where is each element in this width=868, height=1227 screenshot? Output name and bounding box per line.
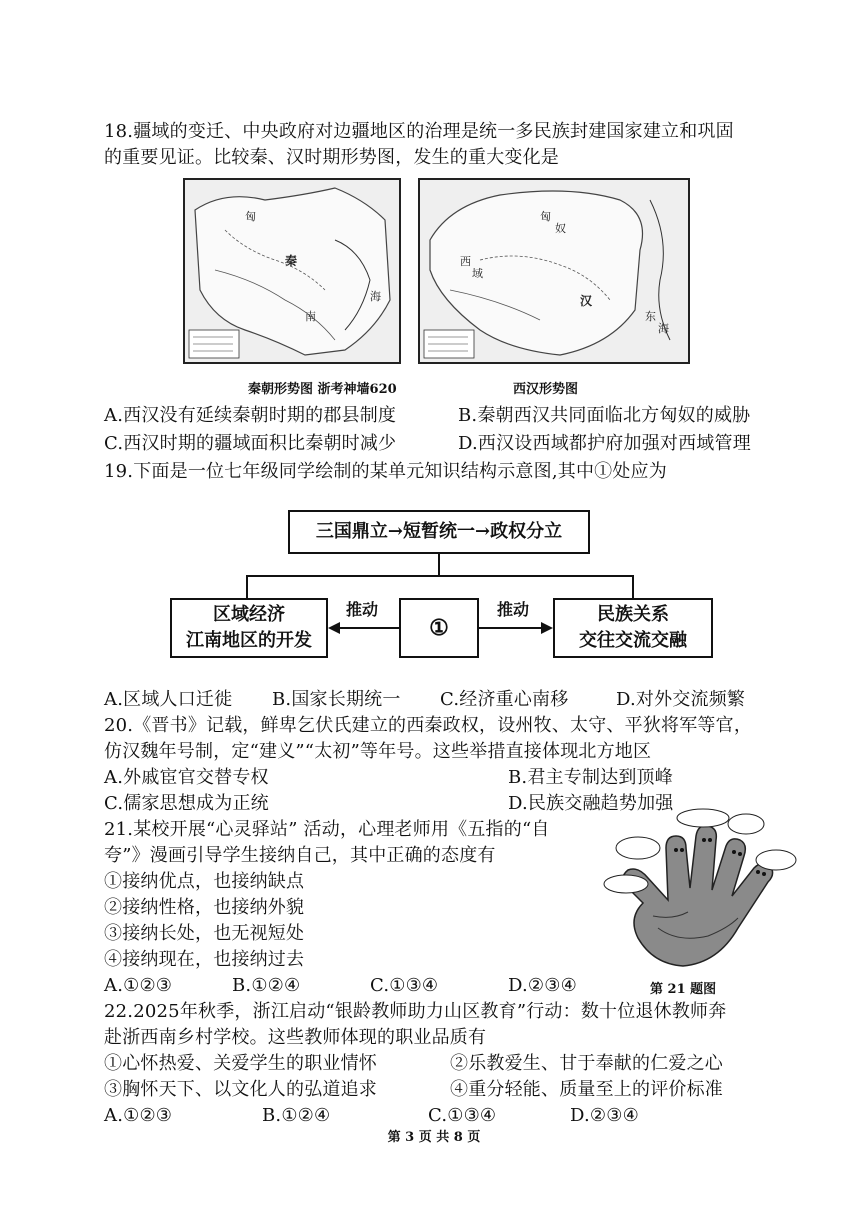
q19-option-d: D.对外交流频繁 (616, 689, 746, 710)
q21-item-1: ①接纳优点，也接纳缺点 (104, 871, 305, 892)
q21-figure-caption: 第 21 题图 (650, 982, 717, 997)
q21-item-3: ③接纳长处，也无视短处 (104, 923, 305, 944)
q20-option-c: C.儒家思想成为正统 (104, 793, 269, 814)
qin-label-xiong: 匈 (245, 210, 256, 223)
q18-stem-line1: 18.疆域的变迁、中央政府对边疆地区的治理是统一多民族封建国家建立和巩固 (104, 121, 734, 142)
q18-stem-line2: 的重要见证。比较秦、汉时期形势图，发生的重大变化是 (104, 147, 559, 168)
q20-option-b: B.君主专制达到顶峰 (508, 767, 673, 788)
q21-option-b: B.①②④ (232, 975, 301, 996)
q18-option-a: A.西汉没有延续秦朝时期的郡县制度 (104, 405, 397, 426)
page-footer: 第 3 页 共 8 页 (387, 1130, 481, 1145)
q19-left-box-line2: 江南地区的开发 (186, 630, 312, 651)
q22-option-b: B.①②④ (262, 1105, 331, 1126)
q21-stem-line1: 21.某校开展“心灵驿站” 活动，心理老师用《五指的“自 (104, 819, 550, 840)
q18-option-b: B.秦朝西汉共同面临北方匈奴的威胁 (458, 405, 751, 426)
q21-option-c: C.①③④ (370, 975, 439, 996)
q22-option-a: A.①②③ (104, 1105, 173, 1126)
q21-item-2: ②接纳性格，也接纳外貌 (104, 897, 305, 918)
q19-arrow-left (328, 620, 400, 636)
han-label-nu: 奴 (555, 222, 566, 235)
q18-option-d: D.西汉设西域都护府加强对西域管理 (458, 433, 751, 454)
q19-right-box-line2: 交往交流交融 (579, 630, 687, 651)
q19-option-a: A.区域人口迁徙 (104, 689, 233, 710)
han-label-xiong: 匈 (540, 210, 551, 223)
q19-right-box (553, 598, 713, 658)
han-label-han: 汉 (580, 294, 593, 308)
q18-option-c: C.西汉时期的疆域面积比秦朝时减少 (104, 433, 397, 454)
qin-map-image (183, 178, 401, 364)
q21-stem-line2: 夸”》漫画引导学生接纳自己，其中正确的态度有 (104, 845, 496, 866)
q19-connector-horizontal (246, 575, 634, 577)
q22-option-c: C.①③④ (428, 1105, 497, 1126)
qin-label-qin: 秦 (285, 254, 298, 268)
q19-stem: 19.下面是一位七年级同学绘制的某单元知识结构示意图,其中①处应为 (104, 461, 667, 482)
q22-stem-line1: 22.2025年秋季，浙江启动“银龄教师助力山区教育”行动：数十位退休教师奔 (104, 1001, 727, 1022)
q19-left-box-line1: 区域经济 (213, 604, 285, 625)
q19-connector-top (438, 554, 440, 576)
han-label-yu: 域 (472, 267, 483, 280)
q21-option-d: D.②③④ (508, 975, 577, 996)
q19-arrow-left-label: 推动 (346, 600, 379, 619)
q22-item-1: ①心怀热爱、关爱学生的职业情怀 (104, 1053, 377, 1074)
han-map-caption: 西汉形势图 (513, 382, 579, 397)
q21-item-4: ④接纳现在，也接纳过去 (104, 949, 305, 970)
han-label-hai: 海 (658, 322, 669, 335)
q22-stem-line2: 赴浙西南乡村学校。这些教师体现的职业品质有 (104, 1027, 487, 1048)
q22-item-4: ④重分轻能、质量至上的评价标准 (450, 1079, 723, 1100)
q19-connector-right (632, 575, 634, 599)
q19-option-c: C.经济重心南移 (440, 689, 569, 710)
q20-stem-line2: 仿汉魏年号制，定“建义”“太初”等年号。这些举措直接体现北方地区 (104, 741, 652, 762)
q20-stem-line1: 20.《晋书》记载，鲜卑乞伏氏建立的西秦政权，设州牧、太守、平狄将军等官， (104, 715, 753, 736)
q22-item-3: ③胸怀天下、以文化人的弘道追求 (104, 1079, 377, 1100)
q19-connector-left (246, 575, 248, 599)
q22-item-2: ②乐教爱生、甘于奉献的仁爱之心 (450, 1053, 723, 1074)
q22-option-d: D.②③④ (570, 1105, 639, 1126)
q21-option-a: A.①②③ (104, 975, 173, 996)
qin-label-nan: 南 (305, 310, 316, 323)
q19-arrow-right (479, 620, 553, 636)
five-fingers-cartoon (598, 808, 798, 978)
q20-option-a: A.外戚宦官交替专权 (104, 767, 269, 788)
q19-top-box: 三国鼎立→短暂统一→政权分立 (288, 510, 590, 554)
han-label-xi: 西 (460, 255, 471, 268)
qin-map-caption: 秦朝形势图 浙考神墙620 (248, 382, 397, 397)
q19-right-box-line1: 民族关系 (597, 604, 669, 625)
q19-arrow-right-label: 推动 (497, 600, 530, 619)
q19-left-box (170, 598, 328, 658)
q19-center-box: ① (399, 598, 479, 658)
q20-option-d: D.民族交融趋势加强 (508, 793, 674, 814)
han-label-dong: 东 (645, 310, 656, 323)
qin-label-hai: 海 (370, 290, 381, 303)
q19-option-b: B.国家长期统一 (272, 689, 401, 710)
han-map-image (418, 178, 690, 364)
